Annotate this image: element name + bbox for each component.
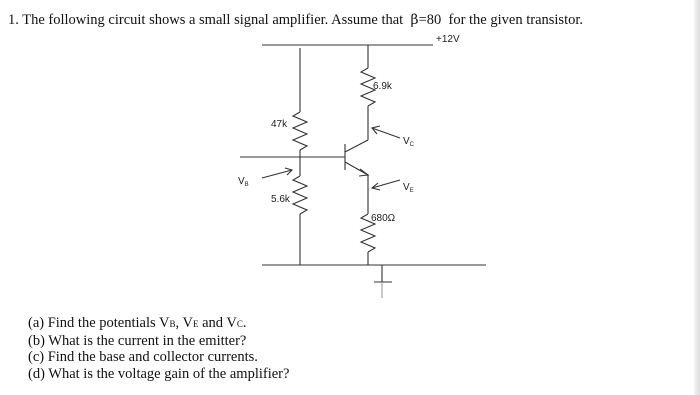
r1-resistor — [293, 112, 307, 150]
beta-value: =80 — [418, 12, 442, 28]
page-edge — [694, 0, 700, 395]
part-c: (c) Find the base and collector currents. — [28, 349, 258, 365]
question-parts — [28, 315, 289, 382]
part-b: (b) What is the current in the emitter? — [28, 332, 247, 349]
supply-voltage-label: +12V — [436, 34, 460, 45]
r2-label: 5.6k — [271, 194, 290, 205]
part-a: (a) Find the potentials VB, VE and VC. — [28, 315, 247, 331]
re-label: 680Ω — [371, 213, 396, 224]
beta-symbol: β — [410, 12, 419, 28]
vb-label: $V_B$ — [238, 176, 249, 188]
r2-resistor — [293, 176, 307, 214]
rc-label: 6.9k — [373, 81, 392, 92]
part-d: (d) What is the voltage gain of the amplifier? — [28, 365, 290, 382]
question-number: 1. — [8, 12, 19, 28]
ve-label: $V_E$ — [403, 182, 414, 194]
vc-label: $V_C$ — [403, 136, 415, 148]
r1-label: 47k — [271, 119, 288, 130]
question-body: The following circuit shows a small signal amplifier. Assume that — [22, 12, 404, 28]
transistor-collector-lead — [345, 140, 368, 152]
question-tail: for the given transistor. — [448, 12, 584, 28]
